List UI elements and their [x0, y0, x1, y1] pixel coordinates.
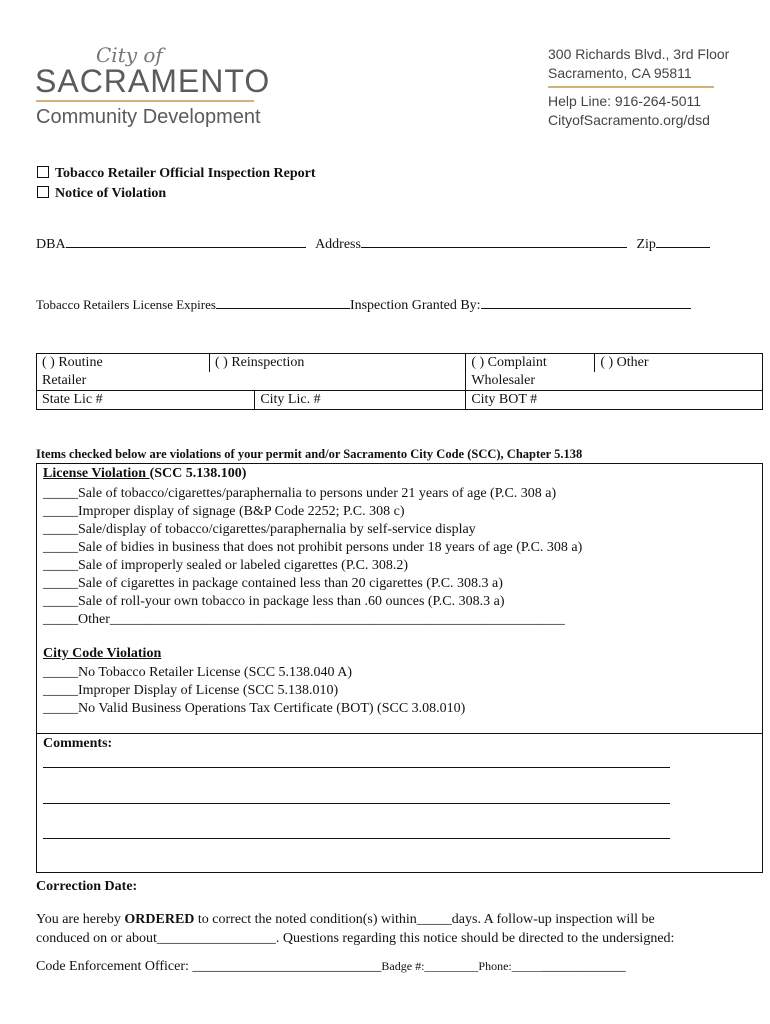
list-item[interactable]: _____Sale of improperly sealed or labeled cigarettes (P.C. 308.2) [43, 558, 409, 573]
officer-field[interactable]: Code Enforcement Officer: ___________________________ [36, 959, 382, 974]
comment-line-3[interactable] [43, 838, 670, 839]
retailer-label: Retailer [37, 372, 466, 391]
address-field[interactable] [361, 235, 627, 248]
city-code-violation-heading: City Code Violation [43, 646, 162, 661]
logo-department: Community Development [36, 106, 261, 128]
license-expires-label: Tobacco Retailers License Expires [36, 297, 216, 312]
checkbox-notice-of-violation[interactable]: Notice of Violation [37, 186, 166, 202]
inspection-granted-label: Inspection Granted By: [349, 298, 481, 313]
zip-field[interactable] [656, 235, 710, 248]
city-code-violation-list [43, 664, 758, 718]
list-item[interactable]: _____Sale of cigarettes in package contained less than 20 cigarettes (P.C. 308.3 a) [43, 576, 503, 591]
comment-line-2[interactable] [43, 803, 670, 804]
phone-field-tail[interactable]: ____________ [541, 959, 626, 974]
complaint-option[interactable]: ( ) Complaint [466, 354, 595, 373]
website: CityofSacramento.org/dsd [548, 112, 710, 128]
list-item[interactable]: _____Other_________________________________________________________________ [43, 612, 565, 627]
help-line: Help Line: 916-264-5011 [548, 93, 702, 109]
signature-row [36, 959, 626, 975]
logo-city-of: City of [96, 43, 163, 67]
state-lic-field[interactable]: State Lic # [37, 391, 255, 410]
logo-sacramento: SACRAMENTO [35, 63, 271, 99]
city-bot-field[interactable]: City BOT # [466, 391, 763, 410]
checkbox-inspection-report[interactable]: Tobacco Retailer Official Inspection Report [37, 166, 316, 182]
list-item[interactable]: _____No Valid Business Operations Tax Certificate (BOT) (SCC 3.08.010) [43, 701, 466, 716]
list-item[interactable]: _____Improper Display of License (SCC 5.138.010) [43, 683, 339, 698]
zip-label: Zip [636, 237, 656, 252]
other-option[interactable]: ( ) Other [595, 354, 763, 373]
address-label: Address [315, 237, 361, 252]
checkbox-icon[interactable] [37, 186, 49, 198]
license-expires-field[interactable] [216, 296, 350, 309]
dba-label: DBA [36, 237, 66, 252]
logo-divider [36, 100, 254, 102]
phone-field[interactable]: Phone:_____ [478, 959, 542, 973]
violations-intro: Items checked below are violations of your permit and/or Sacramento City Code (SCC), Chapter 5.138 [36, 447, 583, 461]
inspection-type-table [36, 353, 763, 410]
comments-label: Comments: [43, 736, 113, 751]
wholesaler-label: Wholesaler [466, 372, 763, 391]
list-item[interactable]: _____Improper display of signage (B&P Code 2252; P.C. 308 c) [43, 504, 405, 519]
license-row [36, 296, 736, 314]
comments-divider [36, 733, 763, 734]
license-violation-list [43, 485, 758, 629]
dba-field[interactable] [66, 235, 306, 248]
business-info-row [36, 235, 726, 253]
order-paragraph: You are hereby ORDERED to correct the noted condition(s) within_____days. A follow-up inspection will be conduced on or about_________________. Questions regarding this notice should be directed to the undersigned: [36, 912, 675, 946]
license-violation-heading: License Violation (SCC 5.138.100) [43, 466, 247, 481]
reinspection-option[interactable]: ( ) Reinspection [210, 354, 466, 373]
address-line-1: 300 Richards Blvd., 3rd Floor [548, 46, 730, 62]
correction-date-label: Correction Date: [36, 879, 138, 894]
address-divider [548, 86, 714, 88]
list-item[interactable]: _____Sale of roll-your own tobacco in package less than .60 ounces (P.C. 308.3 a) [43, 594, 505, 609]
checkbox-icon[interactable] [37, 166, 49, 178]
city-lic-field[interactable]: City Lic. # [255, 391, 466, 410]
routine-option[interactable]: ( ) Routine [37, 354, 210, 373]
address-line-2: Sacramento, CA 95811 [548, 65, 692, 81]
list-item[interactable]: _____Sale of tobacco/cigarettes/paraphernalia to persons under 21 years of age (P.C. 308 a) [43, 486, 557, 501]
badge-field[interactable]: Badge #:_________ [381, 959, 479, 973]
list-item[interactable]: _____No Tobacco Retailer License (SCC 5.138.040 A) [43, 665, 353, 680]
list-item[interactable]: _____Sale of bidies in business that does not prohibit persons under 18 years of age (P.C. 308 a) [43, 540, 583, 555]
comment-line-1[interactable] [43, 767, 670, 768]
inspection-granted-field[interactable] [481, 296, 691, 309]
list-item[interactable]: _____Sale/display of tobacco/cigarettes/paraphernalia by self-service display [43, 522, 476, 537]
